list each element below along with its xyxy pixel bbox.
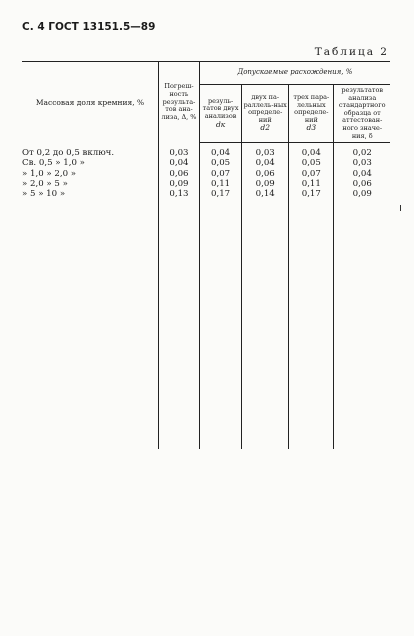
cell-d2: 0,06	[242, 169, 289, 179]
cell-delta-std: 0,09	[334, 189, 390, 199]
cell-dk: 0,04	[199, 143, 241, 159]
cell-d2: 0,04	[242, 158, 289, 168]
cell-d2: 0,03	[242, 143, 289, 159]
table-row	[22, 179, 390, 189]
col-error: Погреш-ность результа-тов ана-лиза, Δ, %	[159, 62, 200, 143]
cell-d3: 0,05	[289, 158, 334, 168]
col-three-parallel-symbol: d3	[306, 123, 317, 133]
cell-dk: 0,11	[199, 179, 241, 189]
cell-delta: 0,04	[159, 158, 200, 168]
cell-dk: 0,05	[199, 158, 241, 168]
col-two-parallel-label: двух па-раллель-ных определе-ний	[243, 93, 287, 124]
cell-d2: 0,14	[242, 189, 289, 199]
cell-mass-fraction: » 1,0 » 2,0 »	[22, 168, 77, 179]
cell-mass-fraction: От 0,2 до 0,5 включ.	[22, 147, 115, 158]
cell-delta: 0,13	[159, 189, 200, 199]
cell-delta: 0,03	[159, 143, 200, 159]
table-row	[22, 169, 390, 179]
cell-mass-fraction: » 5 » 10 »	[22, 188, 66, 199]
col-two-results-symbol: dк	[215, 119, 226, 129]
table-title: Таблица 2	[314, 46, 389, 58]
page-header: С. 4 ГОСТ 13151.5—89	[22, 21, 156, 33]
tolerance-table	[22, 61, 390, 449]
table-row	[22, 158, 390, 168]
cell-d2: 0,09	[242, 179, 289, 189]
col-mass-fraction: Массовая доля кремния, %	[22, 62, 159, 143]
col-two-results	[199, 85, 241, 143]
col-two-results-label: резуль-татов двух анализов	[202, 96, 239, 121]
cell-mass-fraction: » 2,0 » 5 »	[22, 178, 68, 189]
table-row	[22, 189, 390, 199]
col-group-discrepancies: Допускаемые расхождения, %	[199, 62, 390, 85]
cell-d3: 0,07	[289, 169, 334, 179]
col-two-parallel	[242, 85, 289, 143]
table-row	[22, 143, 390, 159]
col-three-parallel	[289, 85, 334, 143]
margin-mark	[400, 205, 401, 211]
cell-delta: 0,09	[159, 179, 200, 189]
cell-d3: 0,17	[289, 189, 334, 199]
cell-delta-std: 0,02	[334, 143, 390, 159]
col-standard-sample: результатов анализа стандартного образца от аттестован-ного значе-ния, δ	[334, 85, 390, 143]
cell-delta-std: 0,04	[334, 169, 390, 179]
cell-delta-std: 0,03	[334, 158, 390, 168]
table-blank-area	[22, 199, 390, 449]
cell-mass-fraction: Св. 0,5 » 1,0 »	[22, 158, 85, 169]
cell-dk: 0,17	[199, 189, 241, 199]
cell-d3: 0,04	[289, 143, 334, 159]
col-three-parallel-label: трех пара-лельных определе-ний	[293, 93, 330, 124]
col-two-parallel-symbol: d2	[260, 123, 270, 133]
cell-delta: 0,06	[159, 169, 200, 179]
cell-delta-std: 0,06	[334, 179, 390, 189]
cell-d3: 0,11	[289, 179, 334, 189]
cell-dk: 0,07	[199, 169, 241, 179]
